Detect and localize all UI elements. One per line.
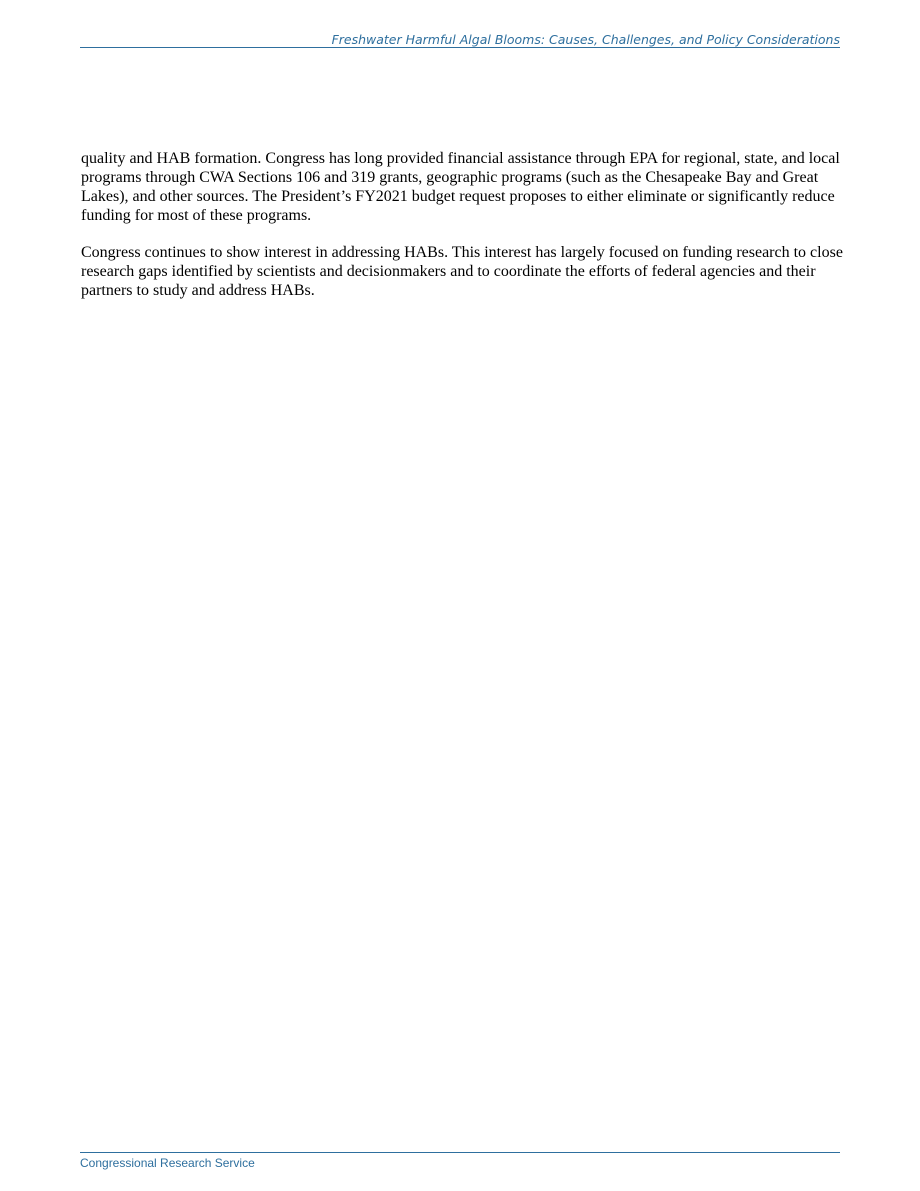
body-paragraph: quality and HAB formation. Congress has long provided financial assistance through EPA for regional, state, and local programs through CWA Sections 106 and 319 grants, geographic programs (such as the Chesapeake Bay and Great Lakes), and other sources. The President’s FY2021 budget request proposes to either eliminate or significantly reduce funding for most of these programs.: [81, 150, 840, 224]
running-footer: [80, 1152, 840, 1170]
publisher-footer: Congressional Research Service: [80, 1156, 255, 1170]
body-text: [81, 149, 843, 318]
running-header: [80, 32, 840, 48]
body-paragraph: Congress continues to show interest in addressing HABs. This interest has largely focused on funding research to close research gaps identified by scientists and decisionmakers and to coordinate the efforts of federal agencies and their partners to study and address HABs.: [81, 244, 843, 299]
report-title-header: Freshwater Harmful Algal Blooms: Causes, Challenges, and Policy Considerations: [331, 32, 840, 47]
